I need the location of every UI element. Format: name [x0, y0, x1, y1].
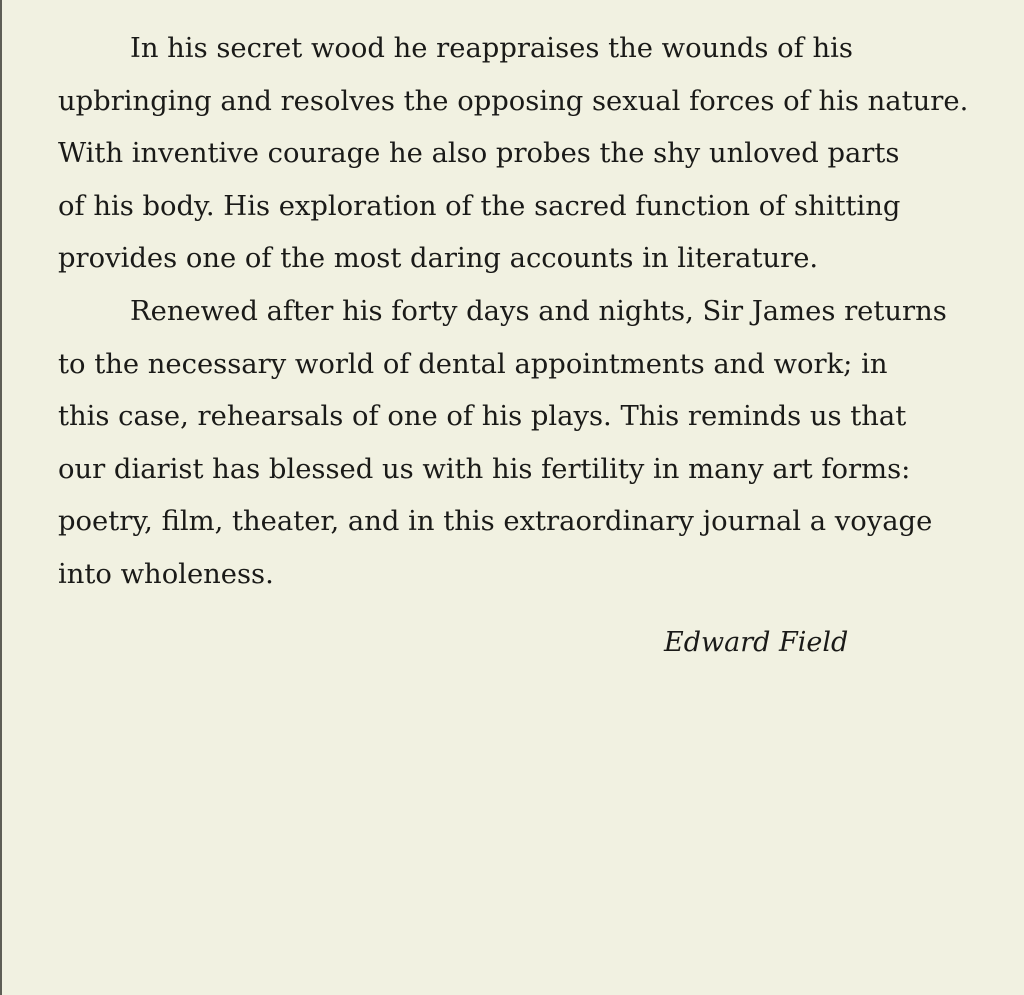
text-line: upbringing and resolves the opposing sexual forces of his nature. [58, 85, 969, 117]
text-line: our diarist has blessed us with his fertility in many art forms: [58, 453, 911, 485]
text-line: In his secret wood he reappraises the wounds of his [130, 33, 853, 64]
text-line: to the necessary world of dental appointments and work; in [58, 348, 888, 380]
author-signature: Edward Field [664, 627, 849, 658]
paragraph-2 [58, 286, 1018, 602]
text-line: into wholeness. [58, 558, 274, 590]
body-text [58, 23, 1018, 602]
text-line: this case, rehearsals of one of his plays. This reminds us that [58, 401, 907, 433]
text-line: provides one of the most daring accounts in literature. [58, 243, 819, 275]
text-line: of his body. His exploration of the sacred function of shitting [58, 190, 901, 222]
paragraph-1 [58, 23, 1018, 286]
text-line: poetry, film, theater, and in this extraordinary journal a voyage [58, 506, 933, 538]
text-line: Renewed after his forty days and nights, Sir James returns [130, 295, 947, 327]
text-line: With inventive courage he also probes the shy unloved parts [58, 138, 900, 170]
